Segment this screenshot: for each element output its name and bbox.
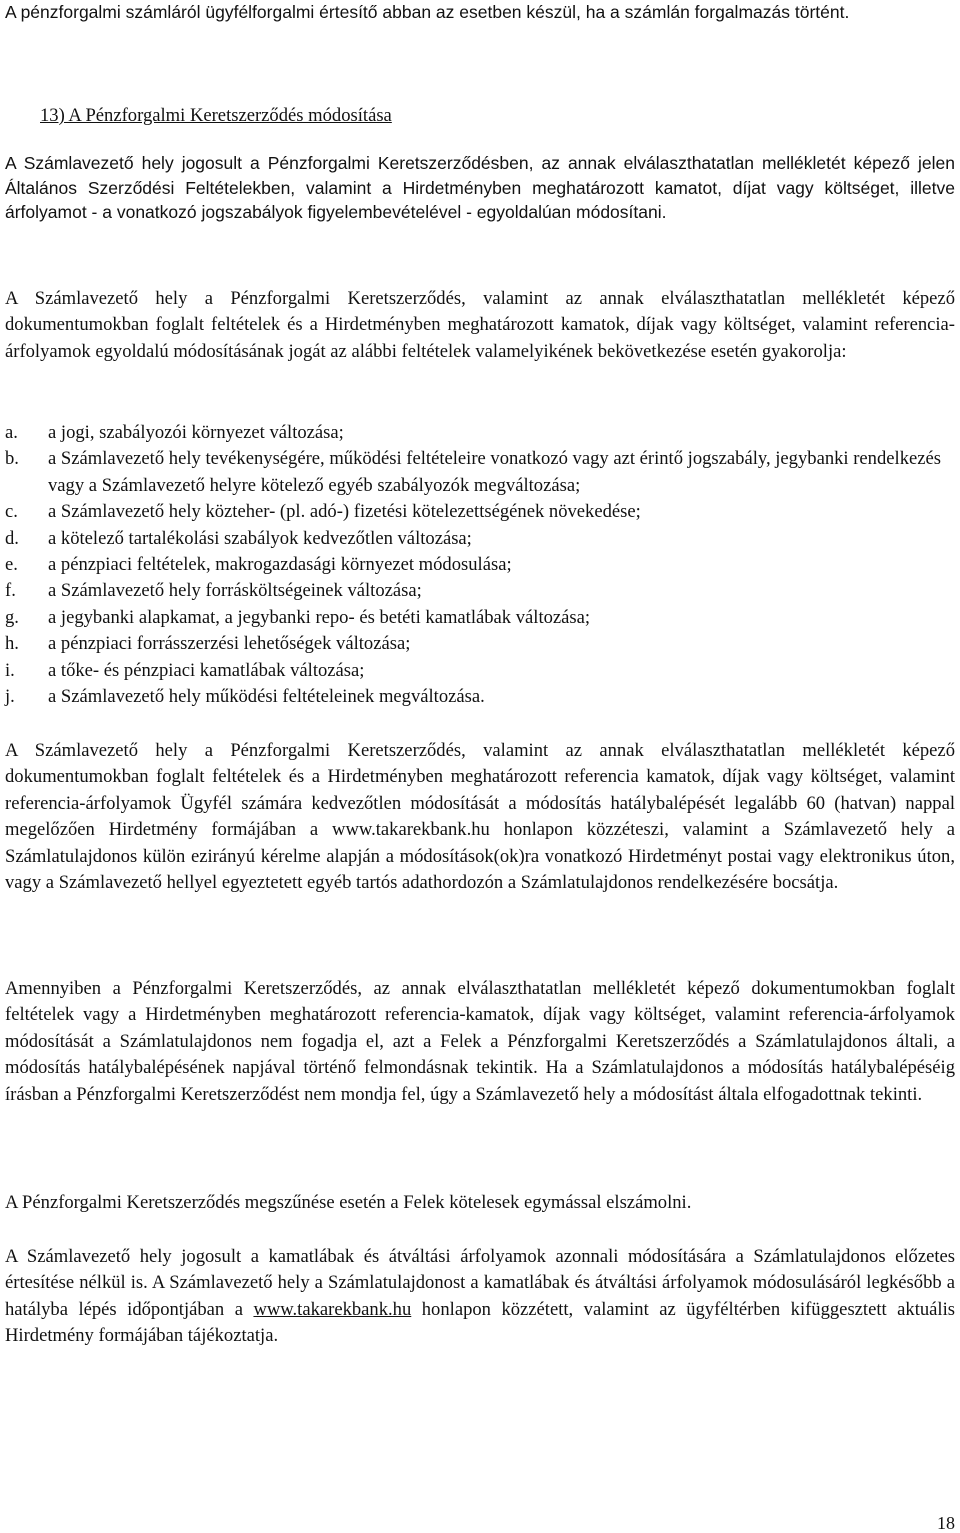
paragraph-text-start: A Számlavezető hely jogosult a kamatlábak és átváltási árfolyamok azonnali módosítására a Számlatulajdonos előzetes értesítése nélkül is. A Számlavezető hely a Számlatulajdonost a kamatlábak és átváltási árfolyamok módosulásáról legkésőbb a hatályba lépés időpontjában a [5,1246,955,1320]
list-marker: c. [5,501,18,523]
list-item [5,552,955,578]
paragraph-rejection: Amennyiben a Pénzforgalmi Keretszerződés, az annak elválaszthatatlan mellékletét képező dokumentumokban foglalt feltételek vagy a Hirdetményben meghatározott referencia-kamatok, díjak vagy költséget, valamint referencia-árfolyamok módosítását a Számlatulajdonos nem fogadja el, azt a Felek a Pénzforgalmi Keretszerződés a Számlatulajdonos általi, a módosítás hatálybalépésének napjával történő felmondásnak tekintik. Ha a Számlatulajdonos a módosítás hatálybalépéséig írásban a Pénzforgalmi Keretszerződést nem mondja fel, úgy a Számlavezető hely a módosítást általa elfogadottnak tekinti. [5,978,955,1105]
list-item [5,578,955,604]
list-item [5,658,955,684]
list-item-text: a pénzpiaci feltételek, makrogazdasági környezet módosulása; [48,554,512,576]
conditions-list [5,420,955,710]
paragraph-settlement: A Pénzforgalmi Keretszerződés megszűnése esetén a Felek kötelesek egymással elszámolni. [5,1192,692,1213]
list-item-text: a Számlavezető hely tevékenységére, működési feltételeire vonatkozó vagy azt érintő jogszabály, jegybanki rendelkezés vagy a Számlavezető helyre kötelező egyéb szabályozók megváltozása; [48,448,941,496]
paragraph-immediate-modification [5,1244,955,1350]
page-number: 18 [937,1513,955,1533]
list-item [5,420,955,446]
list-marker: h. [5,633,19,655]
paragraph-unfavorable-modification: A Számlavezető hely a Pénzforgalmi Keretszerződés, valamint az annak elválaszthatatlan mellékletét képező dokumentumokban foglalt feltételek és a Hirdetményben meghatározott referencia kamatok, díjak vagy költséget, valamint referencia-árfolyamok Ügyfél számára kedvezőtlen módosítását a módosítás hatálybalépését legalább 60 (hatvan) nappal megelőzően Hirdetmény formájában a www.takarekbank.hu honlapon közzéteszi, valamint a Számlavezető hely a Számlatulajdonos külön ezirányú kérelme alapján a módosítások(ok)ra vonatkozó Hirdetményt postai vagy elektronikus úton, vagy a Számlavezető hellyel egyeztetett egyéb tartós adathordozón a Számlatulajdonos rendelkezésére bocsátja. [5,740,955,894]
list-marker: j. [5,686,15,708]
list-item [5,684,955,710]
list-item-text: a pénzpiaci forrásszerzési lehetőségek változása; [48,633,411,655]
list-item [5,631,955,657]
list-marker: a. [5,422,18,443]
list-marker: f. [5,580,16,602]
list-item [5,605,955,631]
list-item-text: a Számlavezető hely működési feltételeinek megváltozása. [48,686,485,708]
list-item [5,526,955,552]
website-link[interactable]: www.takarekbank.hu [253,1298,412,1320]
list-marker: i. [5,659,15,681]
list-item [5,499,955,525]
list-item-text: a Számlavezető hely közteher- (pl. adó-) fizetési kötelezettségének növekedése; [48,501,641,523]
list-item-text: a kötelező tartalékolási szabályok kedvezőtlen változása; [48,527,472,549]
paragraph-conditions-intro: A Számlavezető hely a Pénzforgalmi Keretszerződés, valamint az annak elválaszthatatlan mellékletét képező dokumentumokban foglalt feltételek és a Hirdetményben meghatározott kamatok, díjak vagy költséget, valamint referencia-árfolyamok egyoldalú módosításának jogát az alábbi feltételek valamelyikének bekövetkezése esetén gyakorolja: [5,288,955,362]
list-marker: b. [5,448,19,470]
list-item-text: a tőke- és pénzpiaci kamatlábak változása; [48,659,365,681]
list-item-text: a Számlavezető hely forrásköltségeinek változása; [48,580,422,602]
list-item-text: a jogi, szabályozói környezet változása; [48,422,344,443]
list-item [5,446,955,499]
section-heading: 13) A Pénzforgalmi Keretszerződés módosítása [40,105,392,126]
paragraph-modification-right: A Számlavezető hely jogosult a Pénzforgalmi Keretszerződésben, az annak elválaszthatatlan mellékletét képező jelen Általános Szerződési Feltételekben, valamint a Hirdetményben meghatározott kamatot, díjat vagy költséget, illetve árfolyamot - a vonatkozó jogszabályok figyelembevételével - egyoldalúan módosítani. [5,153,955,223]
intro-paragraph: A pénzforgalmi számláról ügyfélforgalmi értesítő abban az esetben készül, ha a számlán forgalmazás történt. [5,2,850,22]
list-item-text: a jegybanki alapkamat, a jegybanki repo- és betéti kamatlábak változása; [48,606,591,628]
paragraph-text-end: honlapon közzétett, valamint az ügyféltérben kifüggesztett aktuális Hirdetmény formájában tájékoztatja. [5,1298,955,1347]
list-marker: g. [5,606,19,628]
list-marker: e. [5,554,18,576]
list-marker: d. [5,527,19,549]
